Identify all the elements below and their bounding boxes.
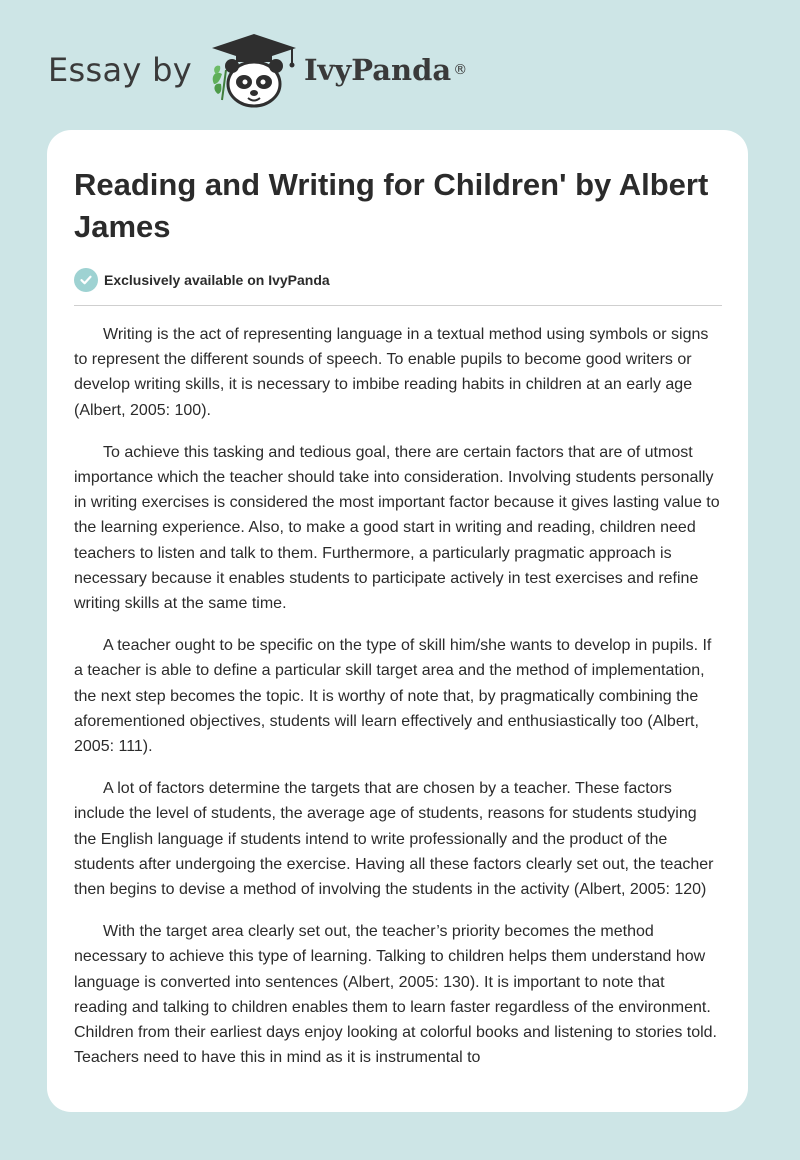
brand-prefix: Essay by [48, 51, 192, 89]
essay-title: Reading and Writing for Children' by Albert James [74, 167, 709, 244]
exclusive-label: Exclusively available on IvyPanda [104, 272, 330, 288]
paragraph: A teacher ought to be specific on the type of skill him/she wants to develop in pupils. If a teacher is able to define a particular skill target area and the method of implementation, the next step becomes the topic. It is worthy of note that, by pragmatically combining the aforementioned objectives, students will learn effectively and enthusiastically too (Albert, 2005: 111). [74, 637, 712, 756]
paragraph: A lot of factors determine the targets that are chosen by a teacher. These factors include the level of students, the average age of students, reasons for students studying the English language if students intend to write professionally and the product of the students after undergoing the exercise. Having all these factors clearly set out, the teacher then begins to devise a method of involving the students in the activity (Albert, 2005: 120) [74, 780, 714, 899]
exclusive-badge [74, 267, 722, 293]
brand-name: IvyPanda [303, 53, 452, 87]
paragraph: To achieve this tasking and tedious goal, there are certain factors that are of utmost importance which the teacher should take into consideration. Involving students personally in writing exercises is considered the most important factor because it gives lasting value to the learning experience. Also, to make a good start in writing and reading, children need teachers to listen and talk to them. Furthermore, a particularly pragmatic approach is necessary because it enables students to participate actively in test exercises and refine writing skills at the same time. [74, 443, 720, 613]
panda-graduation-cap-logo-icon [208, 30, 300, 110]
registered-mark: ® [453, 62, 468, 78]
divider [74, 305, 722, 306]
paragraph: Writing is the act of representing language in a textual method using symbols or signs to represent the different sounds of speech. To enable pupils to become good writers or develop writing skills, it is necessary to imbibe reading habits in children at an early age (Albert, 2005: 100). [74, 326, 709, 419]
brand-header[interactable] [48, 30, 467, 110]
essay-body [74, 322, 722, 1070]
essay-card [47, 130, 748, 1112]
paragraph: With the target area clearly set out, the teacher’s priority becomes the method necessary to achieve this type of learning. Talking to children helps them understand how language is converted into sentences (Albert, 2005: 130). It is important to note that reading and talking to children enables them to learn faster regardless of the environment. Children from their earliest days enjoy looking at colorful books and listening to stories told. Teachers need to have this in mind as it is instrumental to [74, 923, 717, 1067]
check-circle-icon [74, 268, 98, 292]
